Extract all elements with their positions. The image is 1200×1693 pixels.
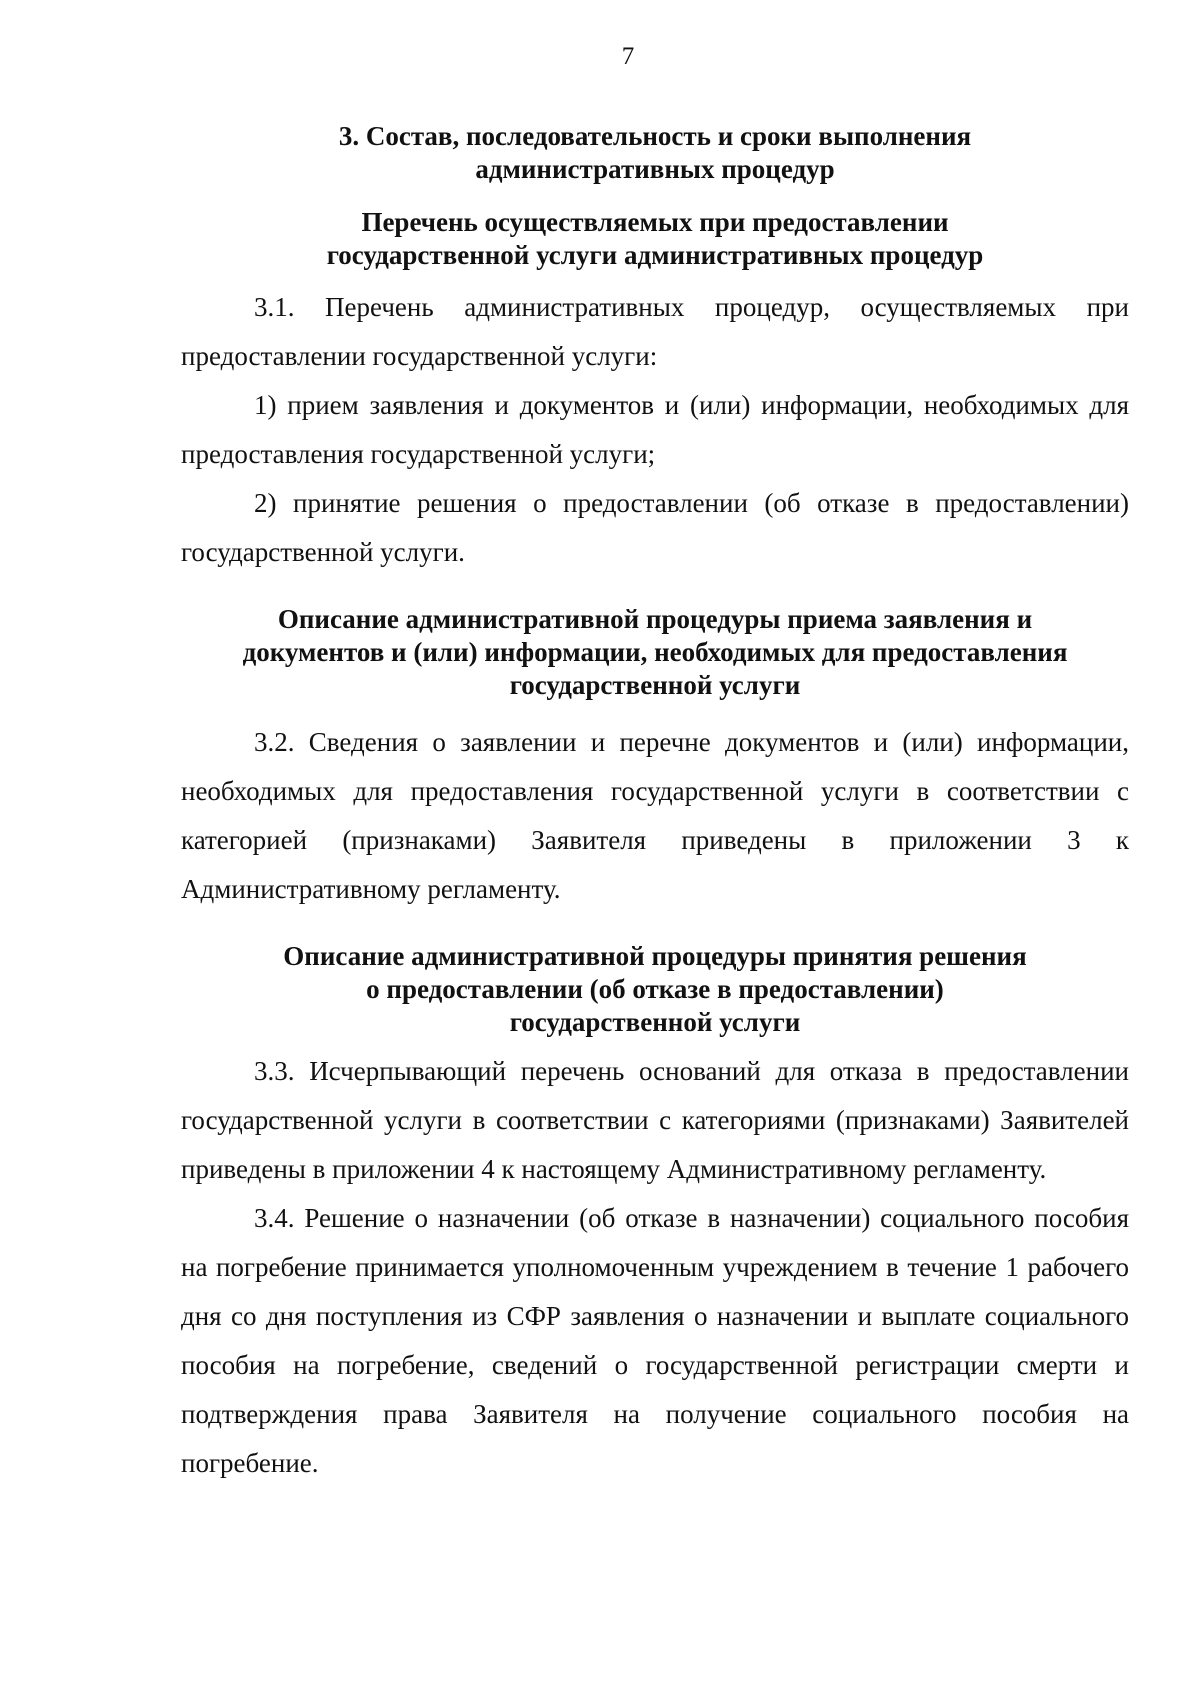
subsection-title-line-3: государственной услуги [509, 1007, 801, 1037]
paragraph-3-3: 3.3. Исчерпывающий перечень оснований для отказа в предоставлении государственной услуги в соответствии с категориями (признаками) Заявителей приведены в приложении 4 к настоящему Административному регламенту. [181, 1056, 1129, 1184]
page-number: 7 [621, 43, 635, 70]
subsection-title-reception [181, 603, 1129, 702]
document-body [181, 120, 1129, 1488]
paragraph-3-4: 3.4. Решение о назначении (об отказе в назначении) социального пособия на погребение принимается уполномоченным учреждением в течение 1 рабочего дня со дня поступления из СФР заявления о назначении и выплате социального пособия на погребение, сведений о государственной регистрации смерти и подтверждения права Заявителя на получение социального пособия на погребение. [181, 1203, 1129, 1478]
subsection-title-line-1: Перечень осуществляемых при предоставлении [361, 207, 949, 237]
subsection-title-line-2: о предоставлении (об отказе в предоставлении) [366, 974, 944, 1004]
subsection-title-line-3: государственной услуги [509, 670, 801, 700]
section-title [181, 120, 1129, 186]
subsection-title-decision [181, 940, 1129, 1039]
subsection-title-line-2: государственной услуги административных процедур [326, 240, 984, 270]
subsection-title-procedures-list [181, 206, 1129, 272]
paragraph-3-1: 3.1. Перечень административных процедур, осуществляемых при предоставлении государственной услуги: [181, 292, 1129, 371]
paragraph-3-2: 3.2. Сведения о заявлении и перечне документов и (или) информации, необходимых для предоставления государственной услуги в соответствии с категорией (признаками) Заявителя приведены в приложении 3 к Административному регламенту. [181, 727, 1129, 904]
subsection-title-line-2: документов и (или) информации, необходимых для предоставления [242, 637, 1068, 667]
section-title-line-1: 3. Состав, последовательность и сроки выполнения [338, 121, 972, 151]
paragraph-item-2: 2) принятие решения о предоставлении (об отказе в предоставлении) государственной услуги. [181, 488, 1129, 567]
section-title-line-2: административных процедур [475, 154, 835, 184]
subsection-title-line-1: Описание административной процедуры принятия решения [283, 941, 1027, 971]
paragraph-item-1: 1) прием заявления и документов и (или) информации, необходимых для предоставления государственной услуги; [181, 390, 1129, 469]
subsection-title-line-1: Описание административной процедуры приема заявления и [277, 604, 1033, 634]
